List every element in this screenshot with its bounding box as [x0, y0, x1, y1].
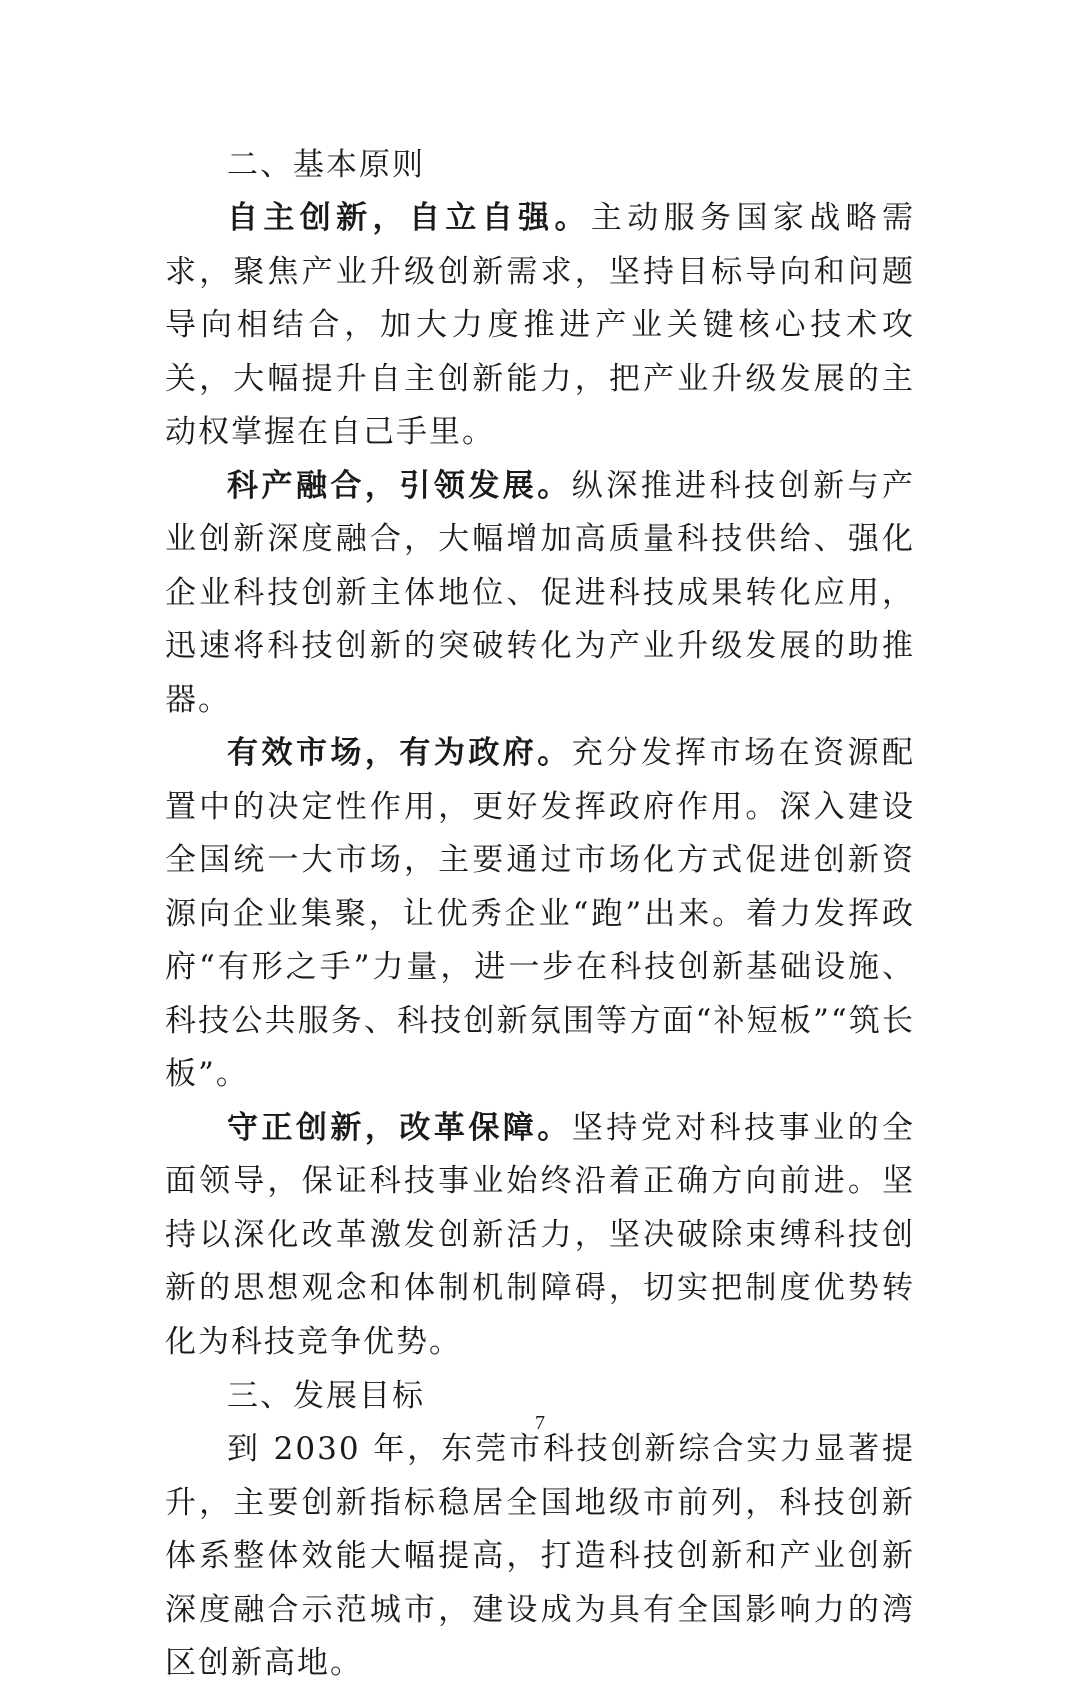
principle-body-2: 纵深推进科技创新与产业创新深度融合，大幅增加高质量科技供给、强化企业科技创新主体地位、促进科技成果转化应用，迅速将科技创新的突破转化为产业升级发展的助推器。 — [165, 467, 916, 718]
principle-body-1: 主动服务国家战略需求，聚焦产业升级创新需求，坚持目标导向和问题导向相结合，加大力度推进产业关键核心技术攻关，大幅提升自主创新能力，把产业升级发展的主动权掌握在自己手里。 — [165, 200, 916, 450]
principle-lead-3: 有效市场，有为政府。 — [227, 735, 572, 771]
section-heading-basic-principles: 二、基本原则 — [227, 147, 425, 183]
principle-lead-2: 科产融合，引领发展。 — [227, 467, 572, 504]
principle-paragraph-3 — [165, 727, 915, 1102]
document-page — [165, 138, 915, 1691]
section-heading-development-goals: 三、发展目标 — [227, 1378, 425, 1414]
principle-body-3: 充分发挥市场在资源配置中的决定性作用，更好发挥政府作用。深入建设全国统一大市场，主要通过市场化方式促进创新资源向企业集聚，让优秀企业“跑”出来。着力发挥政府“有形之手”力量，进一步在科技创新基础设施、科技公共服务、科技创新氛围等方面“补短板”“筑长板”。 — [165, 735, 916, 1092]
page-number: 7 — [535, 1412, 545, 1434]
principle-lead-4: 守正创新，改革保障。 — [227, 1109, 572, 1146]
principle-paragraph-1 — [165, 192, 915, 460]
principle-paragraph-4 — [165, 1102, 915, 1370]
principle-body-4: 坚持党对科技事业的全面领导，保证科技事业始终沿着正确方向前进。坚持以深化改革激发创新活力，坚决破除束缚科技创新的思想观念和体制机制障碍，切实把制度优势转化为科技竞争优势。 — [165, 1109, 916, 1360]
goals-paragraph: 到 2030 年，东莞市科技创新综合实力显著提升，主要创新指标稳居全国地级市前列，科技创新体系整体效能大幅提高，打造科技创新和产业创新深度融合示范城市，建设成为具有全国影响力的湾区创新高地。 — [165, 1431, 915, 1681]
principle-lead-1: 自主创新，自立自强。 — [227, 200, 591, 236]
principle-paragraph-2 — [165, 460, 915, 728]
